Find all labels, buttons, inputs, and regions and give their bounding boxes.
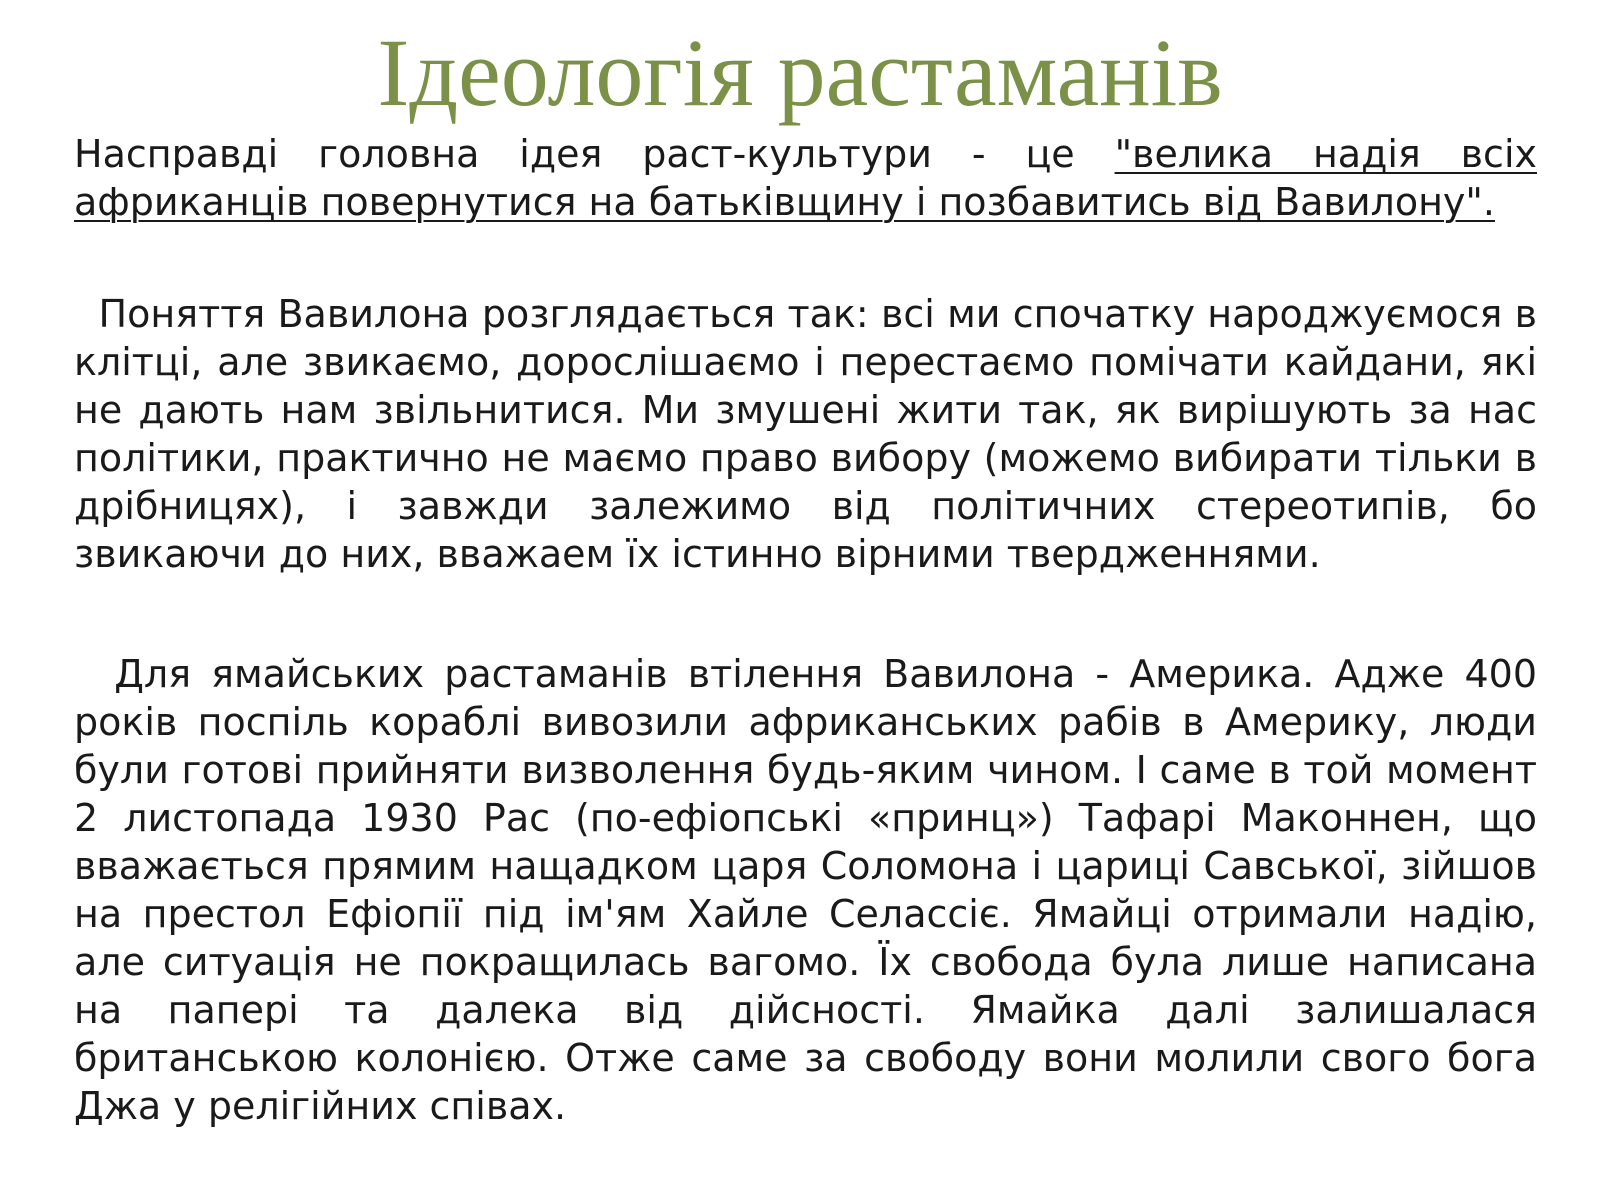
paragraph-jamaican-rastas: Для ямайських растаманів втілення Вавилона - Америка. Адже 400 років поспіль кораблі вивозили африканських рабів в Америку, люди були готові прийняти визволення будь-яким чином. І саме в той момент 2 листопада 1930 Рас (по-ефіопські «принц») Тафарі Маконнен, що вважається прямим нащадком царя Соломона і цариці Савської, зійшов на престол Ефіопії під ім'ям Хайле Селассіє. Ямайці отримали надію, але ситуація не покращилась вагомо. Їх свобода була лише написана на папері та далека від дійсності. Ямайка далі залишалася британською колонією. Отже саме за свободу вони молили свого бога Джа у релігійних співах. (74, 652, 1550, 1128)
paragraph-babylon-concept: Поняття Вавилона розглядається так: всі ми спочатку народжуємося в клітці, але звикаємо, дорослішаємо і перестаємо помічати кайдани, які не дають нам звільнитися. Ми змушені жити так, як вирішують за нас політики, практично не маємо право вибору (можемо вибирати тільки в дрібницях), і завжди залежимо від політичних стереотипів, бо звикаючи до них, вважаем їх істинно вірними твердженнями. (74, 292, 1550, 576)
main-idea-quote-link[interactable]: "велика надія всіх африканців повернутися на батьківщину і позбавитись від Вавилону". (74, 132, 1537, 224)
slide-title: Ідеологія растаманів (377, 19, 1223, 126)
paragraph-main-idea (74, 130, 1537, 226)
paragraph-main-idea-lead: Насправді головна ідея раст-культури - це (74, 132, 1115, 176)
